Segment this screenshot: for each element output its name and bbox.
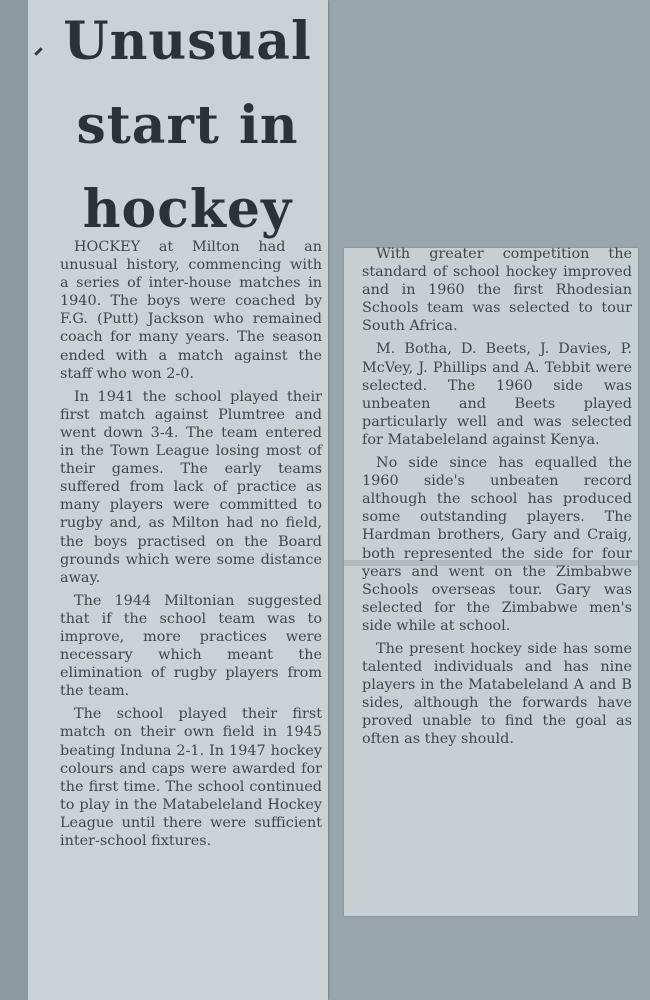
- paragraph: HOCKEY at Milton had an unusual history, commencing with a series of inter-house matches in 1940. The boys were coached by F.G. (Putt) Jackson who remained coach for many years. The season ended with a match against the staff who won 2-0.: [60, 239, 322, 382]
- paragraph: The 1944 Miltonian suggested that if the school team was to improve, more practices were necessary which meant the elimination of rugby players from the team.: [60, 592, 322, 700]
- headline-line-3: hockey: [82, 179, 293, 240]
- headline-line-2: start in: [76, 95, 299, 156]
- article-column-1: [60, 238, 322, 855]
- article-column-2: [362, 245, 632, 754]
- headline: [50, 0, 325, 252]
- headline-line-1: Unusual: [63, 11, 312, 72]
- paragraph: M. Botha, D. Beets, J. Davies, P. McVey, J. Phillips and A. Tebbit were selected. The 1960 side was unbeaten and Beets played particularly well and was selected for Matabeleland against Kenya.: [362, 341, 632, 448]
- paragraph: No side since has equalled the 1960 side's unbeaten record although the school has produced some outstanding players. The Hardman brothers, Gary and Craig, both represented the side for four years and went on the Zimbabwe Schools overseas tour. Gary was selected for the Zimbabwe men's side while at school.: [362, 455, 632, 634]
- paragraph: The school played their first match on their own field in 1945 beating Induna 2-1. In 1947 hockey colours and caps were awarded for the first time. The school continued to play in the Matabeleland Hockey League until there were sufficient inter-school fixtures.: [60, 706, 322, 849]
- paragraph: The present hockey side has some talented individuals and has nine players in the Matabeleland A and B sides, although the forwards have proved unable to find the goal as often as they should.: [362, 640, 632, 748]
- paragraph: With greater competition the standard of school hockey improved and in 1960 the first Rhodesian Schools team was selected to tour South Africa.: [362, 246, 632, 335]
- paragraph: In 1941 the school played their first match against Plumtree and went down 3-4. The team entered in the Town League losing most of their games. The early teams suffered from lack of practice as many players were committed to rugby and, as Milton had no field, the boys practised on the Board grounds which were some distance away.: [60, 388, 322, 586]
